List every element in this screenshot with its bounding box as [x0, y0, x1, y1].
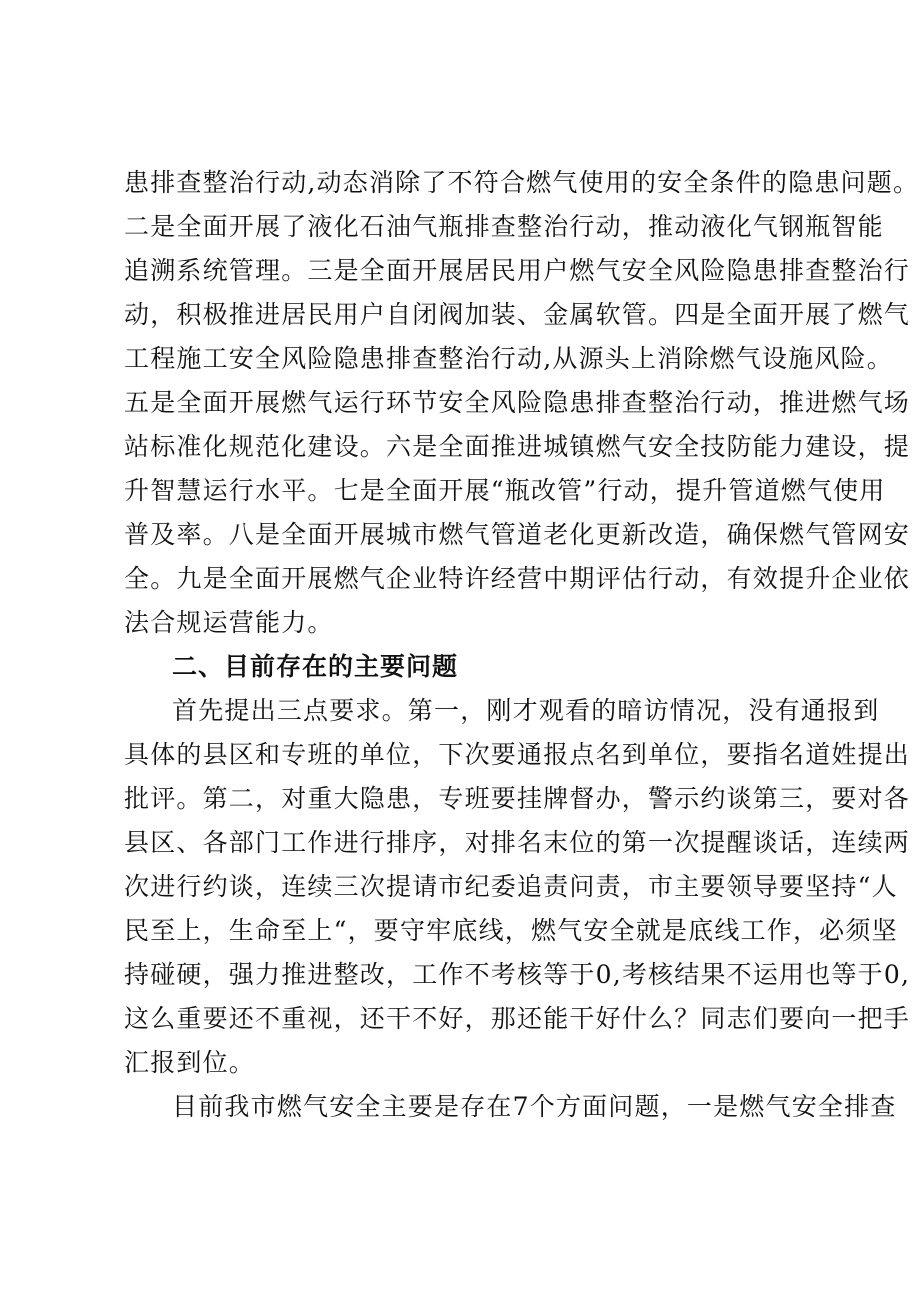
- paragraph-1-line-2: 二是全面开展了液化石油气瓶排查整治行动，推动液化气钢瓶智能: [124, 212, 884, 241]
- paragraph-1-line-7: 站标准化规范化建设。六是全面推进城镇燃气安全技防能力建设，提: [124, 432, 911, 461]
- paragraph-2-line-8: 这么重要还不重视，还干不好，那还能干好什么？同志们要向一把手: [124, 1004, 911, 1033]
- paragraph-1-line-5: 工程施工安全风险隐患排查整治行动,从源头上消除燃气设施风险。: [124, 344, 893, 373]
- paragraph-2-line-9: 汇报到位。: [124, 1048, 256, 1077]
- paragraph-1-line-3: 追溯系统管理。三是全面开展居民用户燃气安全风险隐患排查整治行: [124, 256, 911, 285]
- paragraph-1-line-11: 法合规运营能力。: [124, 608, 334, 637]
- paragraph-1-line-6: 五是全面开展燃气运行环节安全风险隐患排查整治行动，推进燃气场: [124, 388, 911, 417]
- paragraph-3-line-1: 目前我市燃气安全主要是存在7个方面问题，一是燃气安全排查: [172, 1092, 897, 1121]
- paragraph-1-line-9: 普及率。八是全面开展城市燃气管道老化更新改造，确保燃气管网安: [124, 520, 911, 549]
- paragraph-2-line-1: 首先提出三点要求。第一，刚才观看的暗访情况，没有通报到: [172, 696, 880, 725]
- paragraph-1-line-8: 升智慧运行水平。七是全面开展“瓶改管”行动，提升管道燃气使用: [124, 476, 886, 505]
- paragraph-2-line-4: 县区、各部门工作进行排序，对排名末位的第一次提醒谈话，连续两: [124, 828, 911, 857]
- paragraph-1-line-10: 全。九是全面开展燃气企业特许经营中期评估行动，有效提升企业依: [124, 564, 911, 593]
- paragraph-2-line-2: 具体的县区和专班的单位，下次要通报点名到单位，要指名道姓提出: [124, 740, 911, 769]
- paragraph-2-line-3: 批评。第二，对重大隐患，专班要挂牌督办，警示约谈第三，要对各: [124, 784, 911, 813]
- paragraph-2-line-5: 次进行约谈，连续三次提请市纪委追责问责，市主要领导要坚持“人: [124, 872, 898, 901]
- paragraph-2-line-7: 持碰硬，强力推进整改，工作不考核等于0,考核结果不运用也等于0,: [124, 960, 911, 989]
- paragraph-1-line-1: 患排查整治行动,动态消除了不符合燃气使用的安全条件的隐患问题。: [124, 168, 920, 197]
- paragraph-1-line-4: 动，积极推进居民用户自闭阀加装、金属软管。四是全面开展了燃气: [124, 300, 911, 329]
- paragraph-2-line-6: 民至上，生命至上“，要守牢底线，燃气安全就是底线工作，必须坚: [124, 916, 898, 945]
- section-heading: 二、目前存在的主要问题: [172, 652, 459, 681]
